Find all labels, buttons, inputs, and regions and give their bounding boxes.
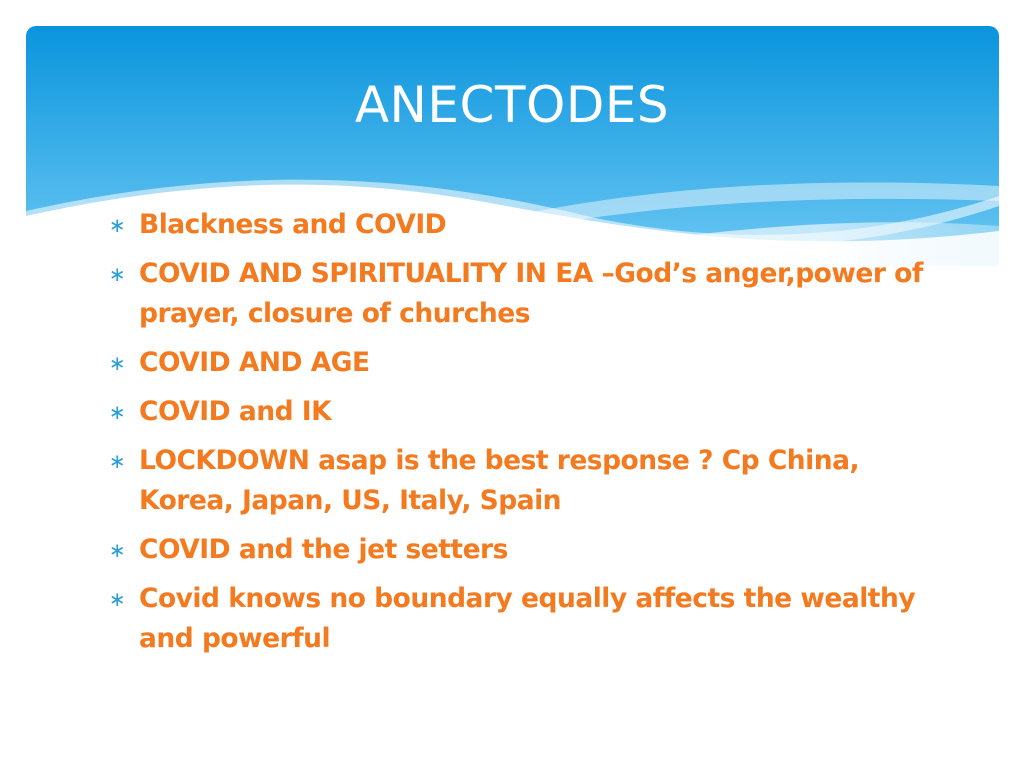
list-item (107, 441, 927, 521)
list-item (107, 343, 927, 383)
bullet-text: Covid knows no boundary equally affects the wealthy and powerful (139, 583, 916, 654)
asterisk-bullet-icon: ∗ (108, 400, 126, 424)
bullet-text: LOCKDOWN asap is the best response ? Cp China, Korea, Japan, US, Italy, Spain (139, 445, 860, 516)
list-item (107, 392, 927, 432)
bullet-text: COVID AND SPIRITUALITY IN EA –God’s anger,power of prayer, closure of churches (139, 258, 923, 329)
asterisk-bullet-icon: ∗ (108, 587, 126, 611)
asterisk-bullet-icon: ∗ (108, 351, 126, 375)
list-item (107, 254, 927, 334)
asterisk-bullet-icon: ∗ (108, 213, 126, 237)
bullet-list (107, 205, 927, 668)
list-item (107, 579, 927, 659)
list-item (107, 205, 927, 245)
asterisk-bullet-icon: ∗ (108, 449, 126, 473)
bullet-text: COVID and IK (139, 396, 332, 427)
list-item (107, 530, 927, 570)
slide-title: ANECTODES (354, 76, 670, 134)
bullet-text: COVID and the jet setters (139, 534, 508, 565)
bullet-text: COVID AND AGE (139, 347, 370, 378)
bullet-text: Blackness and COVID (139, 209, 447, 240)
asterisk-bullet-icon: ∗ (108, 538, 126, 562)
asterisk-bullet-icon: ∗ (108, 262, 126, 286)
